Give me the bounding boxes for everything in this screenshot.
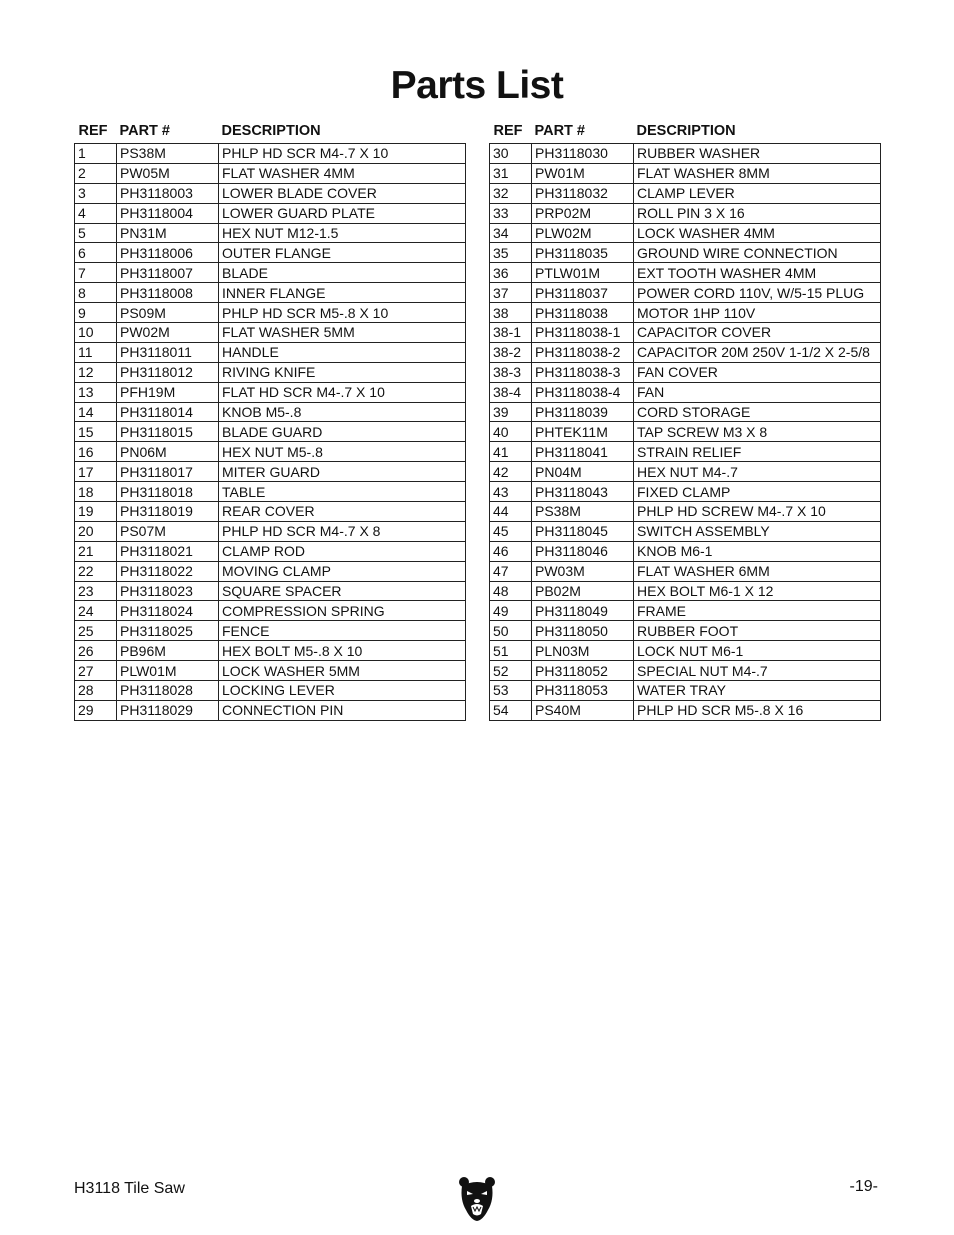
table-row: [490, 442, 881, 462]
cell-ref: 42: [490, 462, 532, 482]
cell-ref: 44: [490, 502, 532, 522]
cell-description: CLAMP LEVER: [634, 183, 881, 203]
table-row: [490, 422, 881, 442]
table-row: [75, 502, 466, 522]
cell-description: GROUND WIRE CONNECTION: [634, 243, 881, 263]
cell-ref: 28: [75, 681, 117, 701]
cell-description: BLADE: [219, 263, 466, 283]
cell-description: ROLL PIN 3 X 16: [634, 203, 881, 223]
table-row: [490, 303, 881, 323]
cell-part-number: PH3118029: [117, 700, 219, 720]
cell-description: FLAT WASHER 5MM: [219, 323, 466, 343]
cell-description: RUBBER FOOT: [634, 621, 881, 641]
cell-description: REAR COVER: [219, 502, 466, 522]
cell-description: CONNECTION PIN: [219, 700, 466, 720]
column-header-ref: REF: [78, 122, 108, 139]
cell-part-number: PN31M: [117, 223, 219, 243]
cell-part-number: PW01M: [532, 163, 634, 183]
cell-part-number: PH3118038-4: [532, 382, 634, 402]
table-row: [75, 521, 466, 541]
table-row: [75, 163, 466, 183]
table-row: [75, 462, 466, 482]
table-row: [75, 641, 466, 661]
column-header-description: DESCRIPTION: [636, 122, 736, 139]
cell-description: INNER FLANGE: [219, 283, 466, 303]
table-row: [75, 283, 466, 303]
cell-ref: 21: [75, 541, 117, 561]
cell-ref: 39: [490, 402, 532, 422]
table-row: [490, 243, 881, 263]
cell-ref: 2: [75, 163, 117, 183]
cell-description: OUTER FLANGE: [219, 243, 466, 263]
cell-ref: 15: [75, 422, 117, 442]
parts-table: [489, 118, 881, 721]
table-row: [490, 502, 881, 522]
cell-part-number: PH3118032: [532, 183, 634, 203]
cell-ref: 29: [75, 700, 117, 720]
table-row: [490, 323, 881, 343]
cell-part-number: PH3118038-2: [532, 342, 634, 362]
table-row: [490, 521, 881, 541]
cell-description: FAN COVER: [634, 362, 881, 382]
table-row: [75, 263, 466, 283]
cell-description: LOCKING LEVER: [219, 681, 466, 701]
cell-description: STRAIN RELIEF: [634, 442, 881, 462]
cell-part-number: PH3118025: [117, 621, 219, 641]
cell-part-number: PH3118006: [117, 243, 219, 263]
footer-model-name: H3118 Tile Saw: [74, 1180, 185, 1197]
cell-part-number: PH3118023: [117, 581, 219, 601]
cell-part-number: PH3118046: [532, 541, 634, 561]
table-row: [75, 700, 466, 720]
cell-ref: 12: [75, 362, 117, 382]
cell-ref: 17: [75, 462, 117, 482]
cell-description: HEX NUT M5-.8: [219, 442, 466, 462]
cell-description: KNOB M5-.8: [219, 402, 466, 422]
table-row: [75, 223, 466, 243]
table-row: [490, 561, 881, 581]
cell-ref: 38-2: [490, 342, 532, 362]
cell-part-number: PH3118003: [117, 183, 219, 203]
cell-description: COMPRESSION SPRING: [219, 601, 466, 621]
cell-ref: 30: [490, 144, 532, 164]
cell-ref: 18: [75, 482, 117, 502]
cell-part-number: PW02M: [117, 323, 219, 343]
cell-part-number: PW03M: [532, 561, 634, 581]
cell-ref: 49: [490, 601, 532, 621]
cell-ref: 32: [490, 183, 532, 203]
cell-ref: 52: [490, 661, 532, 681]
table-row: [490, 700, 881, 720]
cell-description: WATER TRAY: [634, 681, 881, 701]
cell-description: PHLP HD SCR M4-.7 X 8: [219, 521, 466, 541]
cell-description: MOTOR 1HP 110V: [634, 303, 881, 323]
cell-description: LOWER GUARD PLATE: [219, 203, 466, 223]
cell-ref: 51: [490, 641, 532, 661]
cell-description: FLAT WASHER 6MM: [634, 561, 881, 581]
cell-ref: 53: [490, 681, 532, 701]
cell-description: PHLP HD SCR M5-.8 X 10: [219, 303, 466, 323]
cell-ref: 47: [490, 561, 532, 581]
cell-ref: 38-3: [490, 362, 532, 382]
cell-description: CAPACITOR 20M 250V 1-1/2 X 2-5/8: [634, 342, 881, 362]
table-row: [490, 641, 881, 661]
cell-part-number: PH3118049: [532, 601, 634, 621]
cell-ref: 20: [75, 521, 117, 541]
cell-part-number: PS38M: [117, 144, 219, 164]
cell-part-number: PLW02M: [532, 223, 634, 243]
cell-ref: 14: [75, 402, 117, 422]
cell-part-number: PN06M: [117, 442, 219, 462]
cell-description: FLAT WASHER 4MM: [219, 163, 466, 183]
cell-part-number: PH3118035: [532, 243, 634, 263]
table-row: [490, 581, 881, 601]
cell-part-number: PH3118019: [117, 502, 219, 522]
cell-part-number: PH3118030: [532, 144, 634, 164]
cell-description: LOCK NUT M6-1: [634, 641, 881, 661]
cell-ref: 45: [490, 521, 532, 541]
table-header-row: [75, 118, 466, 144]
cell-part-number: PH3118017: [117, 462, 219, 482]
cell-ref: 23: [75, 581, 117, 601]
cell-description: LOCK WASHER 4MM: [634, 223, 881, 243]
table-row: [75, 661, 466, 681]
table-row: [490, 681, 881, 701]
cell-part-number: PLW01M: [117, 661, 219, 681]
page-number: -19-: [849, 1178, 878, 1195]
table-row: [490, 183, 881, 203]
table-row: [75, 442, 466, 462]
cell-part-number: PLN03M: [532, 641, 634, 661]
table-row: [75, 382, 466, 402]
cell-description: FLAT HD SCR M4-.7 X 10: [219, 382, 466, 402]
parts-table-right: [489, 118, 881, 721]
cell-part-number: PFH19M: [117, 382, 219, 402]
cell-part-number: PH3118038: [532, 303, 634, 323]
column-header-part: PART #: [119, 122, 170, 139]
cell-part-number: PN04M: [532, 462, 634, 482]
cell-description: MITER GUARD: [219, 462, 466, 482]
table-row: [490, 144, 881, 164]
cell-description: HEX NUT M12-1.5: [219, 223, 466, 243]
cell-description: FAN: [634, 382, 881, 402]
cell-ref: 54: [490, 700, 532, 720]
cell-part-number: PH3118004: [117, 203, 219, 223]
table-row: [75, 681, 466, 701]
table-row: [490, 203, 881, 223]
table-row: [490, 601, 881, 621]
cell-ref: 43: [490, 482, 532, 502]
cell-ref: 41: [490, 442, 532, 462]
table-row: [75, 541, 466, 561]
cell-description: HEX BOLT M5-.8 X 10: [219, 641, 466, 661]
page-title: Parts List: [390, 64, 564, 107]
cell-ref: 13: [75, 382, 117, 402]
column-header-description: DESCRIPTION: [221, 122, 321, 139]
cell-ref: 46: [490, 541, 532, 561]
cell-description: FENCE: [219, 621, 466, 641]
cell-ref: 27: [75, 661, 117, 681]
cell-part-number: PH3118045: [532, 521, 634, 541]
cell-description: PHLP HD SCR M4-.7 X 10: [219, 144, 466, 164]
table-row: [75, 183, 466, 203]
cell-description: PHLP HD SCREW M4-.7 X 10: [634, 502, 881, 522]
table-row: [490, 482, 881, 502]
cell-ref: 7: [75, 263, 117, 283]
table-row: [75, 482, 466, 502]
table-row: [490, 263, 881, 283]
table-row: [490, 283, 881, 303]
cell-part-number: PS09M: [117, 303, 219, 323]
cell-ref: 22: [75, 561, 117, 581]
cell-ref: 37: [490, 283, 532, 303]
cell-ref: 26: [75, 641, 117, 661]
table-row: [490, 402, 881, 422]
cell-part-number: PB02M: [532, 581, 634, 601]
table-row: [490, 382, 881, 402]
cell-part-number: PB96M: [117, 641, 219, 661]
cell-part-number: PH3118014: [117, 402, 219, 422]
cell-part-number: PH3118015: [117, 422, 219, 442]
cell-part-number: PH3118053: [532, 681, 634, 701]
cell-description: TAP SCREW M3 X 8: [634, 422, 881, 442]
cell-ref: 11: [75, 342, 117, 362]
table-row: [75, 303, 466, 323]
cell-part-number: PH3118012: [117, 362, 219, 382]
cell-description: LOWER BLADE COVER: [219, 183, 466, 203]
cell-ref: 31: [490, 163, 532, 183]
cell-ref: 16: [75, 442, 117, 462]
cell-description: HANDLE: [219, 342, 466, 362]
table-row: [75, 561, 466, 581]
cell-ref: 4: [75, 203, 117, 223]
column-header-part: PART #: [534, 122, 585, 139]
table-header-row: [490, 118, 881, 144]
cell-ref: 38-4: [490, 382, 532, 402]
table-row: [75, 621, 466, 641]
cell-ref: 10: [75, 323, 117, 343]
cell-part-number: PH3118050: [532, 621, 634, 641]
cell-description: CAPACITOR COVER: [634, 323, 881, 343]
table-row: [75, 342, 466, 362]
cell-description: HEX NUT M4-.7: [634, 462, 881, 482]
table-row: [75, 203, 466, 223]
cell-description: CORD STORAGE: [634, 402, 881, 422]
cell-description: RUBBER WASHER: [634, 144, 881, 164]
cell-ref: 1: [75, 144, 117, 164]
cell-description: SQUARE SPACER: [219, 581, 466, 601]
column-header-ref: REF: [493, 122, 523, 139]
table-row: [490, 342, 881, 362]
cell-part-number: PH3118022: [117, 561, 219, 581]
cell-ref: 36: [490, 263, 532, 283]
cell-description: LOCK WASHER 5MM: [219, 661, 466, 681]
table-row: [490, 541, 881, 561]
cell-description: KNOB M6-1: [634, 541, 881, 561]
cell-description: RIVING KNIFE: [219, 362, 466, 382]
cell-part-number: PH3118018: [117, 482, 219, 502]
cell-description: SPECIAL NUT M4-.7: [634, 661, 881, 681]
cell-description: MOVING CLAMP: [219, 561, 466, 581]
cell-part-number: PS07M: [117, 521, 219, 541]
cell-part-number: PHTEK11M: [532, 422, 634, 442]
table-row: [490, 223, 881, 243]
cell-ref: 38: [490, 303, 532, 323]
table-row: [75, 243, 466, 263]
table-row: [75, 601, 466, 621]
cell-ref: 34: [490, 223, 532, 243]
cell-part-number: PH3118011: [117, 342, 219, 362]
cell-part-number: PH3118041: [532, 442, 634, 462]
cell-ref: 35: [490, 243, 532, 263]
table-row: [75, 323, 466, 343]
cell-part-number: PH3118052: [532, 661, 634, 681]
cell-ref: 33: [490, 203, 532, 223]
parts-table: [74, 118, 466, 721]
cell-ref: 6: [75, 243, 117, 263]
cell-description: SWITCH ASSEMBLY: [634, 521, 881, 541]
cell-part-number: PS38M: [532, 502, 634, 522]
cell-part-number: PTLW01M: [532, 263, 634, 283]
table-row: [490, 462, 881, 482]
cell-ref: 9: [75, 303, 117, 323]
cell-ref: 5: [75, 223, 117, 243]
cell-part-number: PH3118043: [532, 482, 634, 502]
table-row: [75, 581, 466, 601]
cell-ref: 8: [75, 283, 117, 303]
cell-part-number: PH3118021: [117, 541, 219, 561]
cell-part-number: PH3118008: [117, 283, 219, 303]
cell-description: FRAME: [634, 601, 881, 621]
cell-ref: 25: [75, 621, 117, 641]
cell-part-number: PRP02M: [532, 203, 634, 223]
cell-description: FIXED CLAMP: [634, 482, 881, 502]
cell-description: POWER CORD 110V, W/5-15 PLUG: [634, 283, 881, 303]
cell-part-number: PH3118039: [532, 402, 634, 422]
cell-ref: 40: [490, 422, 532, 442]
table-row: [75, 144, 466, 164]
cell-ref: 50: [490, 621, 532, 641]
cell-part-number: PH3118007: [117, 263, 219, 283]
table-row: [490, 362, 881, 382]
cell-description: FLAT WASHER 8MM: [634, 163, 881, 183]
table-row: [75, 362, 466, 382]
cell-ref: 3: [75, 183, 117, 203]
cell-part-number: PH3118038-1: [532, 323, 634, 343]
cell-ref: 24: [75, 601, 117, 621]
table-row: [490, 621, 881, 641]
cell-ref: 48: [490, 581, 532, 601]
table-row: [75, 402, 466, 422]
cell-part-number: PH3118024: [117, 601, 219, 621]
cell-part-number: PH3118038-3: [532, 362, 634, 382]
cell-part-number: PS40M: [532, 700, 634, 720]
table-row: [490, 163, 881, 183]
cell-part-number: PH3118028: [117, 681, 219, 701]
cell-ref: 38-1: [490, 323, 532, 343]
table-row: [490, 661, 881, 681]
cell-description: HEX BOLT M6-1 X 12: [634, 581, 881, 601]
cell-ref: 19: [75, 502, 117, 522]
bear-head-icon: [458, 1176, 496, 1222]
cell-description: BLADE GUARD: [219, 422, 466, 442]
table-row: [75, 422, 466, 442]
cell-part-number: PH3118037: [532, 283, 634, 303]
cell-part-number: PW05M: [117, 163, 219, 183]
cell-description: PHLP HD SCR M5-.8 X 16: [634, 700, 881, 720]
cell-description: CLAMP ROD: [219, 541, 466, 561]
cell-description: TABLE: [219, 482, 466, 502]
cell-description: EXT TOOTH WASHER 4MM: [634, 263, 881, 283]
parts-table-left: [74, 118, 466, 721]
